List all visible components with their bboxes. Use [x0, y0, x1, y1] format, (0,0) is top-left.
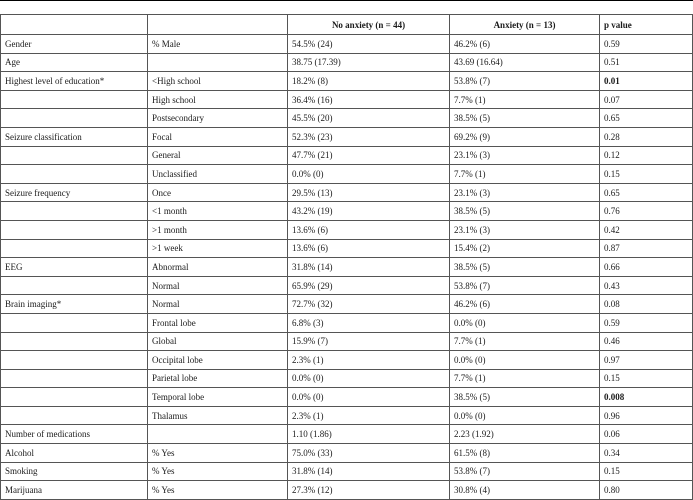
cell-anxiety: 43.69 (16.64) — [450, 53, 600, 72]
cell-anxiety: 61.5% (8) — [450, 444, 600, 463]
cell-no-anxiety: 13.6% (6) — [288, 220, 450, 239]
cell-p-value: 0.51 — [600, 53, 693, 72]
table-row — [1, 146, 693, 165]
cell-anxiety: 30.8% (4) — [450, 481, 600, 500]
cell-p-value: 0.08 — [600, 295, 693, 314]
cell-anxiety: 7.7% (1) — [450, 369, 600, 388]
cell-variable: EEG — [1, 258, 148, 277]
cell-anxiety: 53.8% (7) — [450, 72, 600, 91]
cell-variable: Alcohol — [1, 444, 148, 463]
cell-no-anxiety: 15.9% (7) — [288, 332, 450, 351]
cell-no-anxiety: 31.8% (14) — [288, 462, 450, 481]
cell-p-value: 0.01 — [600, 72, 693, 91]
cell-subgroup — [148, 425, 288, 444]
table-row — [1, 332, 693, 351]
cell-subgroup: <High school — [148, 72, 288, 91]
table-row — [1, 165, 693, 184]
table-row — [1, 313, 693, 332]
header-row — [1, 15, 693, 35]
cell-no-anxiety: 2.3% (1) — [288, 406, 450, 425]
cell-anxiety: 23.1% (3) — [450, 220, 600, 239]
cell-variable: Highest level of education* — [1, 72, 148, 91]
cell-p-value: 0.34 — [600, 444, 693, 463]
cell-subgroup: General — [148, 146, 288, 165]
cell-anxiety: 0.0% (0) — [450, 313, 600, 332]
cell-anxiety: 38.5% (5) — [450, 202, 600, 221]
cell-subgroup: % Yes — [148, 462, 288, 481]
table-row — [1, 406, 693, 425]
header-no-anxiety: No anxiety (n = 44) — [288, 15, 450, 35]
cell-no-anxiety: 43.2% (19) — [288, 202, 450, 221]
cell-anxiety: 46.2% (6) — [450, 295, 600, 314]
cell-variable — [1, 220, 148, 239]
cell-p-value: 0.65 — [600, 109, 693, 128]
cell-p-value: 0.008 — [600, 388, 693, 407]
cell-subgroup: Normal — [148, 295, 288, 314]
cell-variable — [1, 369, 148, 388]
cell-p-value: 0.15 — [600, 369, 693, 388]
cell-p-value: 0.66 — [600, 258, 693, 277]
cell-subgroup: Abnormal — [148, 258, 288, 277]
table-row — [1, 369, 693, 388]
table-row — [1, 90, 693, 109]
cell-no-anxiety: 36.4% (16) — [288, 90, 450, 109]
cell-subgroup: % Yes — [148, 444, 288, 463]
top-rule — [0, 0, 693, 1]
cell-subgroup: Temporal lobe — [148, 388, 288, 407]
cell-variable — [1, 276, 148, 295]
cell-subgroup: Once — [148, 183, 288, 202]
cell-variable — [1, 388, 148, 407]
table-row — [1, 109, 693, 128]
cell-variable — [1, 332, 148, 351]
header-p-value: p value — [600, 15, 693, 35]
cell-anxiety: 53.8% (7) — [450, 276, 600, 295]
cell-no-anxiety: 31.8% (14) — [288, 258, 450, 277]
table-row — [1, 276, 693, 295]
cell-no-anxiety: 0.0% (0) — [288, 388, 450, 407]
cell-no-anxiety: 6.8% (3) — [288, 313, 450, 332]
cell-p-value: 0.06 — [600, 425, 693, 444]
cell-no-anxiety: 54.5% (24) — [288, 35, 450, 54]
cell-anxiety: 38.5% (5) — [450, 388, 600, 407]
table-row — [1, 239, 693, 258]
cell-subgroup: >1 month — [148, 220, 288, 239]
cell-p-value: 0.59 — [600, 35, 693, 54]
cell-subgroup: Occipital lobe — [148, 351, 288, 370]
cell-no-anxiety: 65.9% (29) — [288, 276, 450, 295]
comparison-table — [0, 14, 693, 500]
cell-variable: Number of medications — [1, 425, 148, 444]
cell-anxiety: 0.0% (0) — [450, 351, 600, 370]
table-row — [1, 35, 693, 54]
table-row — [1, 388, 693, 407]
cell-no-anxiety: 13.6% (6) — [288, 239, 450, 258]
cell-anxiety: 23.1% (3) — [450, 146, 600, 165]
cell-anxiety: 38.5% (5) — [450, 109, 600, 128]
cell-variable — [1, 239, 148, 258]
cell-p-value: 0.97 — [600, 351, 693, 370]
cell-variable — [1, 165, 148, 184]
cell-variable: Marijuana — [1, 481, 148, 500]
header-anxiety: Anxiety (n = 13) — [450, 15, 600, 35]
cell-no-anxiety: 0.0% (0) — [288, 369, 450, 388]
table-body — [1, 35, 693, 500]
cell-subgroup: Global — [148, 332, 288, 351]
table-row — [1, 127, 693, 146]
cell-variable — [1, 351, 148, 370]
cell-p-value: 0.07 — [600, 90, 693, 109]
cell-no-anxiety: 47.7% (21) — [288, 146, 450, 165]
cell-anxiety: 7.7% (1) — [450, 90, 600, 109]
cell-subgroup: >1 week — [148, 239, 288, 258]
table-row — [1, 220, 693, 239]
cell-p-value: 0.42 — [600, 220, 693, 239]
cell-subgroup: High school — [148, 90, 288, 109]
cell-anxiety: 0.0% (0) — [450, 406, 600, 425]
cell-variable: Seizure classification — [1, 127, 148, 146]
cell-p-value: 0.96 — [600, 406, 693, 425]
cell-p-value: 0.46 — [600, 332, 693, 351]
cell-variable: Smoking — [1, 462, 148, 481]
table-row — [1, 295, 693, 314]
cell-variable: Age — [1, 53, 148, 72]
cell-no-anxiety: 1.10 (1.86) — [288, 425, 450, 444]
table-row — [1, 462, 693, 481]
cell-no-anxiety: 72.7% (32) — [288, 295, 450, 314]
table-row — [1, 425, 693, 444]
cell-subgroup: Postsecondary — [148, 109, 288, 128]
table-row — [1, 53, 693, 72]
cell-subgroup: Focal — [148, 127, 288, 146]
cell-variable: Brain imaging* — [1, 295, 148, 314]
cell-no-anxiety: 45.5% (20) — [288, 109, 450, 128]
cell-subgroup: Unclassified — [148, 165, 288, 184]
cell-variable — [1, 90, 148, 109]
cell-p-value: 0.87 — [600, 239, 693, 258]
cell-anxiety: 23.1% (3) — [450, 183, 600, 202]
cell-anxiety: 53.8% (7) — [450, 462, 600, 481]
cell-variable — [1, 406, 148, 425]
table-row — [1, 202, 693, 221]
cell-subgroup: <1 month — [148, 202, 288, 221]
cell-no-anxiety: 75.0% (33) — [288, 444, 450, 463]
cell-p-value: 0.65 — [600, 183, 693, 202]
cell-anxiety: 15.4% (2) — [450, 239, 600, 258]
cell-p-value: 0.15 — [600, 165, 693, 184]
cell-p-value: 0.59 — [600, 313, 693, 332]
cell-subgroup: Normal — [148, 276, 288, 295]
cell-variable — [1, 146, 148, 165]
cell-anxiety: 38.5% (5) — [450, 258, 600, 277]
cell-anxiety: 2.23 (1.92) — [450, 425, 600, 444]
header-variable — [1, 15, 148, 35]
cell-no-anxiety: 38.75 (17.39) — [288, 53, 450, 72]
cell-variable: Gender — [1, 35, 148, 54]
cell-subgroup: Frontal lobe — [148, 313, 288, 332]
table-row — [1, 444, 693, 463]
cell-variable: Seizure frequency — [1, 183, 148, 202]
cell-no-anxiety: 18.2% (8) — [288, 72, 450, 91]
cell-subgroup: Parietal lobe — [148, 369, 288, 388]
cell-anxiety: 69.2% (9) — [450, 127, 600, 146]
table-row — [1, 183, 693, 202]
cell-no-anxiety: 2.3% (1) — [288, 351, 450, 370]
cell-subgroup: % Yes — [148, 481, 288, 500]
table-header — [1, 15, 693, 35]
cell-anxiety: 7.7% (1) — [450, 165, 600, 184]
table-row — [1, 351, 693, 370]
cell-p-value: 0.15 — [600, 462, 693, 481]
cell-anxiety: 46.2% (6) — [450, 35, 600, 54]
cell-variable — [1, 202, 148, 221]
cell-p-value: 0.28 — [600, 127, 693, 146]
cell-p-value: 0.76 — [600, 202, 693, 221]
cell-p-value: 0.43 — [600, 276, 693, 295]
cell-p-value: 0.80 — [600, 481, 693, 500]
cell-no-anxiety: 27.3% (12) — [288, 481, 450, 500]
cell-subgroup — [148, 53, 288, 72]
cell-anxiety: 7.7% (1) — [450, 332, 600, 351]
cell-no-anxiety: 0.0% (0) — [288, 165, 450, 184]
cell-variable — [1, 313, 148, 332]
cell-subgroup: Thalamus — [148, 406, 288, 425]
cell-p-value: 0.12 — [600, 146, 693, 165]
table-row — [1, 72, 693, 91]
header-subgroup — [148, 15, 288, 35]
cell-no-anxiety: 29.5% (13) — [288, 183, 450, 202]
cell-no-anxiety: 52.3% (23) — [288, 127, 450, 146]
cell-subgroup: % Male — [148, 35, 288, 54]
table-row — [1, 258, 693, 277]
cell-variable — [1, 109, 148, 128]
